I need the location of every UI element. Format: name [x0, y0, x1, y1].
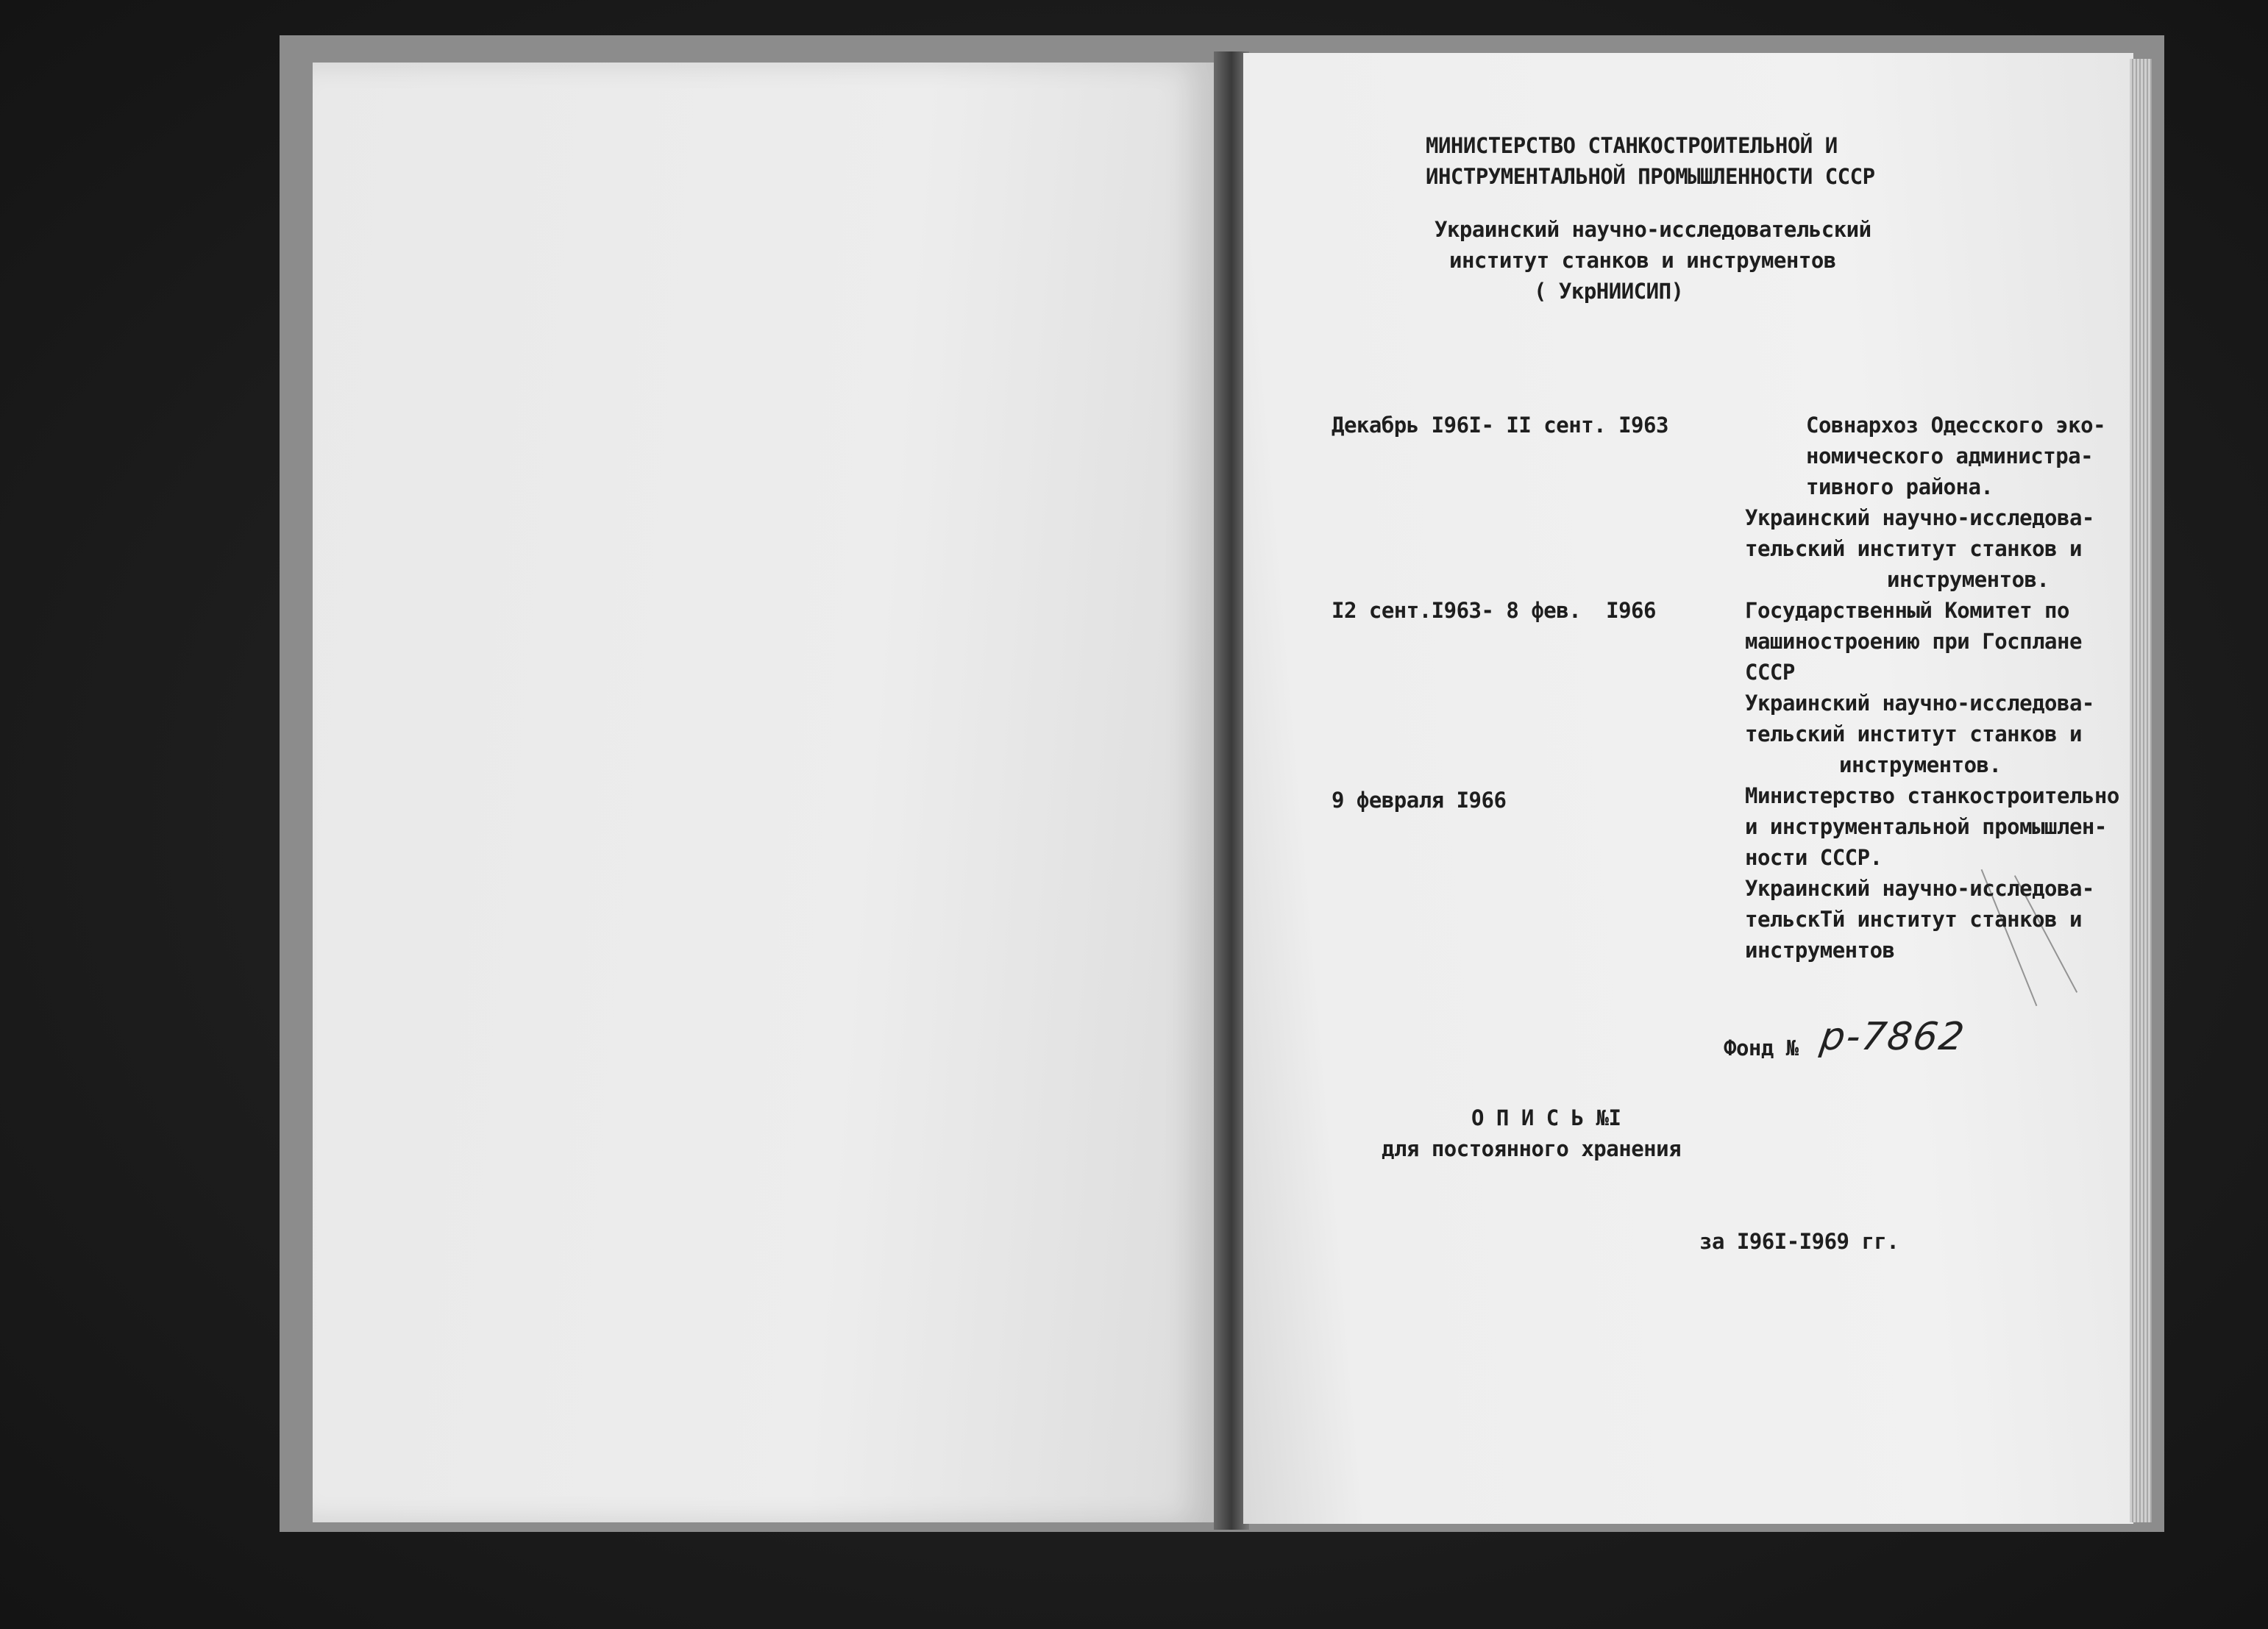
- period-1-line-3: тивного района.: [1806, 474, 1994, 499]
- period-3-line-3: ности СССР.: [1745, 845, 1883, 870]
- period-3-line-6: инструментов: [1745, 938, 1895, 963]
- institute-line-2: институт станков и инструментов: [1449, 248, 1836, 273]
- period-1-line-1: Совнархоз Одесского эко-: [1806, 413, 2106, 438]
- period-2-date: I2 сент.I963- 8 фев. I966: [1332, 598, 1656, 623]
- period-3-line-1: Министерство станкостроительно: [1745, 783, 2119, 808]
- period-1-date: Декабрь I96I- II сент. I963: [1332, 413, 1668, 438]
- period-2-line-2: машиностроению при Госплане: [1745, 629, 2082, 654]
- period-1-line-5: тельский институт станков и: [1745, 536, 2082, 561]
- period-2-line-4: Украинский научно-исследова-: [1745, 691, 2094, 716]
- fond-label: Фонд №: [1724, 1035, 1799, 1061]
- years-range: за I96I-I969 гг.: [1699, 1229, 1899, 1254]
- period-3-date: 9 февраля I966: [1332, 788, 1507, 813]
- period-2-line-5: тельский институт станков и: [1745, 721, 2082, 746]
- period-3-line-2: и инструментальной промышлен-: [1745, 814, 2107, 839]
- ministry-line-2: ИНСТРУМЕНТАЛЬНОЙ ПРОМЫШЛЕННОСТИ СССР: [1426, 164, 1875, 189]
- period-3-line-5: тельскТй институт станков и: [1745, 907, 2082, 932]
- opis-subtitle: для постоянного хранения: [1382, 1136, 1682, 1161]
- period-3-line-4: Украинский научно-исследова-: [1745, 876, 2094, 901]
- left-page: [313, 63, 1214, 1522]
- period-2-line-3: СССР: [1745, 660, 1795, 685]
- page-edges: [2130, 59, 2152, 1522]
- opis-title: О П И С Ь №I: [1471, 1105, 1621, 1130]
- ministry-line-1: МИНИСТЕРСТВО СТАНКОСТРОИТЕЛЬНОЙ И: [1426, 133, 1838, 158]
- institute-line-1: Украинский научно-исследовательский: [1435, 217, 1871, 242]
- period-2-line-1: Государственный Комитет по: [1745, 598, 2069, 623]
- fond-number-handwritten: р-7862: [1817, 1015, 1969, 1059]
- period-1-line-2: номического администра-: [1806, 443, 2094, 468]
- period-1-line-6: инструментов.: [1887, 567, 2050, 592]
- institute-line-3: ( УкрНИИСИП): [1534, 279, 1684, 304]
- period-1-line-4: Украинский научно-исследова-: [1745, 505, 2094, 530]
- period-2-line-6: инструментов.: [1839, 752, 2002, 777]
